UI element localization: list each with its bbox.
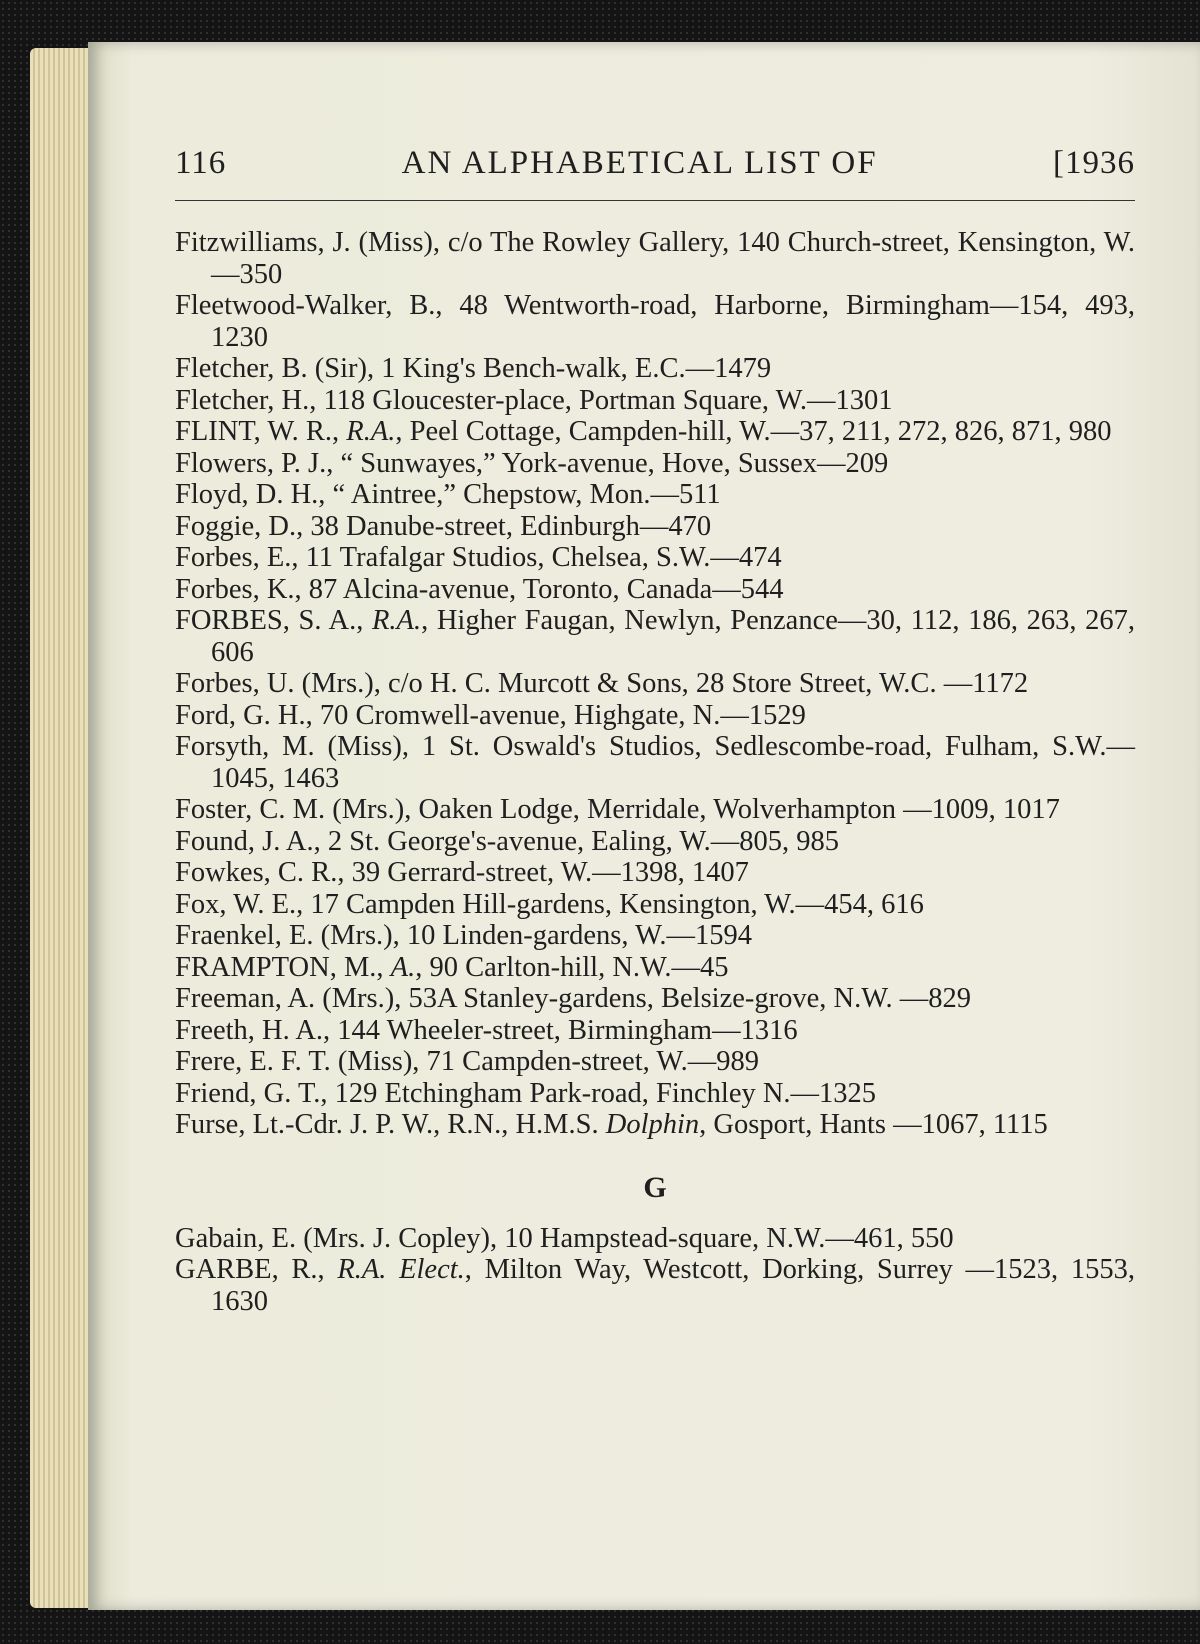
list-item: Fleetwood-Walker, B., 48 Wentworth-road, Harborne, Birmingham—154, 493, 1230 [175,290,1135,353]
list-item: FORBES, S. A., R.A., Higher Faugan, Newlyn, Penzance—30, 112, 186, 263, 267, 606 [175,605,1136,668]
list-item: Fowkes, C. R., 39 Gerrard-street, W.—1398, 1407 [175,857,749,888]
list-item: Gabain, E. (Mrs. J. Copley), 10 Hampstead-square, N.W.—461, 550 [175,1222,954,1254]
page-title: AN ALPHABETICAL LIST OF [401,145,878,181]
list-item: Freeth, H. A., 144 Wheeler-street, Birmingham—1316 [175,1014,798,1046]
list-item: Fox, W. E., 17 Campden Hill-gardens, Kensington, W.—454, 616 [175,888,924,920]
list-item: Found, J. A., 2 St. George's-avenue, Ealing, W.—805, 985 [175,825,840,857]
entry-list-g [175,1223,1135,1318]
list-item: Forbes, K., 87 Alcina-avenue, Toronto, Canada—544 [175,573,784,605]
list-item: Fletcher, H., 118 Gloucester-place, Portman Square, W.—1301 [175,384,893,416]
list-item: Flowers, P. J., “ Sunwayes,” York-avenue, Hove, Sussex—209 [175,447,889,479]
list-item: Fletcher, B. (Sir), 1 King's Bench-walk, E.C.—1479 [175,353,772,384]
list-item: Ford, G. H., 70 Cromwell-avenue, Highgate, N.—1529 [175,699,806,731]
list-item: Forbes, E., 11 Trafalgar Studios, Chelsea, S.W.—474 [175,542,782,573]
list-item: Frere, E. F. T. (Miss), 71 Campden-street, W.—989 [175,1046,760,1077]
list-item: Furse, Lt.-Cdr. J. P. W., R.N., H.M.S. Dolphin, Gosport, Hants —1067, 1115 [175,1109,1048,1140]
list-item: GARBE, R., R.A. Elect., Milton Way, Westcott, Dorking, Surrey —1523, 1553, 1630 [175,1254,1135,1317]
list-item: Foggie, D., 38 Danube-street, Edinburgh—470 [175,510,712,542]
page-number: 116 [175,145,227,181]
section-heading: G [643,1170,667,1204]
list-item: Fitzwilliams, J. (Miss), c/o The Rowley Gallery, 140 Church-street, Kensington, W.—350 [175,227,1135,290]
list-item: Foster, C. M. (Mrs.), Oaken Lodge, Merridale, Wolverhampton —1009, 1017 [175,794,1060,825]
list-item: Forsyth, M. (Miss), 1 St. Oswald's Studios, Sedlescombe-road, Fulham, S.W.—1045, 1463 [175,731,1135,794]
list-item: Floyd, D. H., “ Aintree,” Chepstow, Mon.—511 [175,479,721,510]
entry-list-f [175,227,1135,1141]
page-content [175,145,1135,1317]
running-header [175,145,1135,201]
list-item: Freeman, A. (Mrs.), 53A Stanley-gardens, Belsize-grove, N.W. —829 [175,983,971,1014]
list-item: Fraenkel, E. (Mrs.), 10 Linden-gardens, W.—1594 [175,920,753,951]
list-item: Friend, G. T., 129 Etchingham Park-road, Finchley N.—1325 [175,1077,877,1109]
year-label: [1936 [1053,145,1135,181]
list-item: Forbes, U. (Mrs.), c/o H. C. Murcott & Sons, 28 Store Street, W.C. —1172 [175,668,1029,699]
list-item: FLINT, W. R., R.A., Peel Cottage, Campden-hill, W.—37, 211, 272, 826, 871, 980 [175,416,1112,447]
list-item: FRAMPTON, M., A., 90 Carlton-hill, N.W.—45 [175,951,729,983]
